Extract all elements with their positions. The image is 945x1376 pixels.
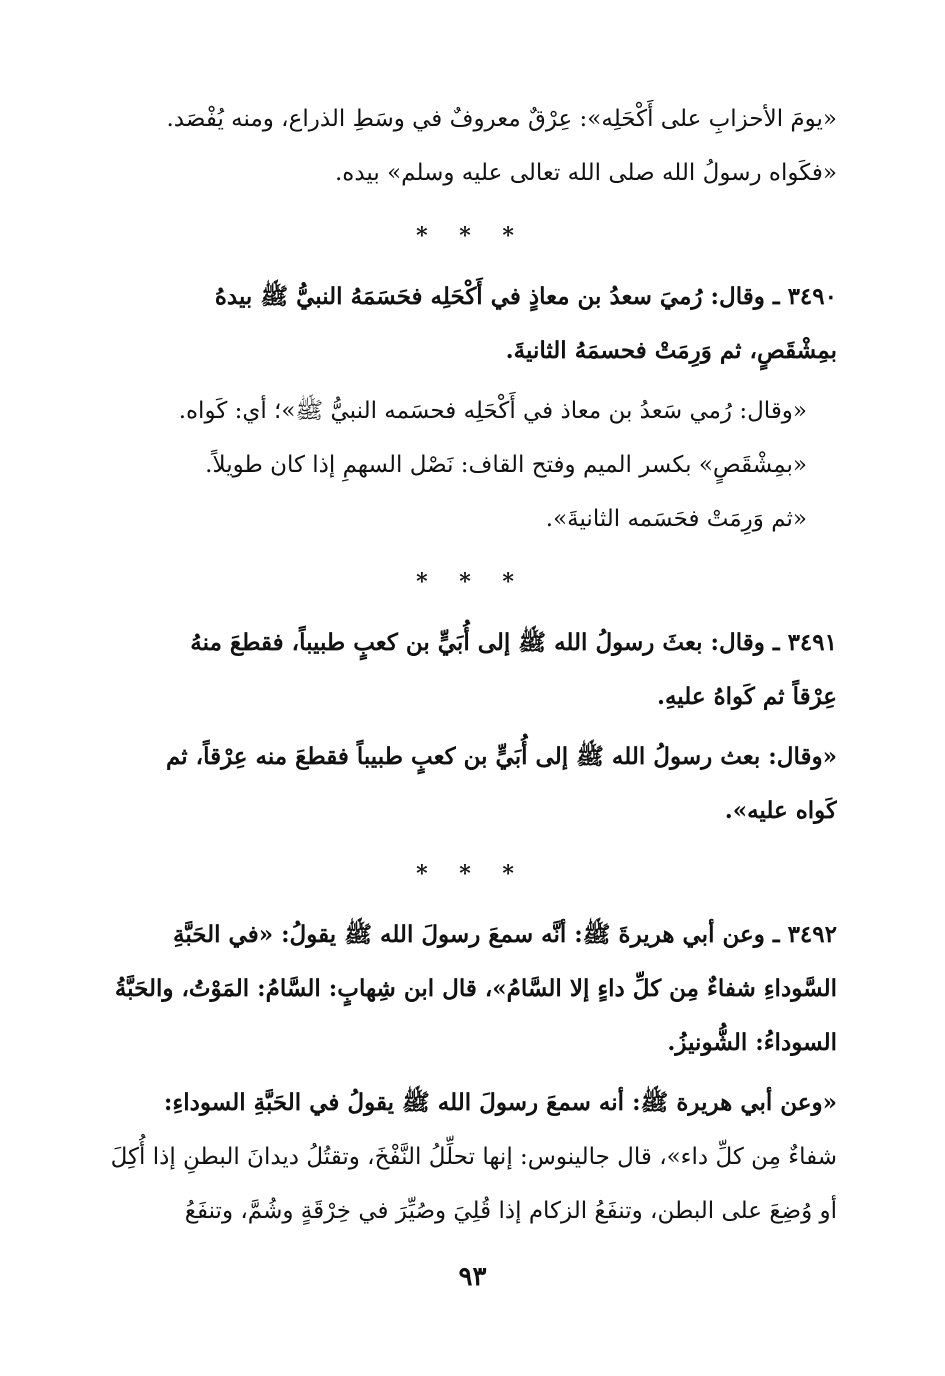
text-line: «وقال: بعث رسولُ الله ﷺ إلى أُبَيٍّ بن كعبٍ طبيباً فقطعَ منه عِرْقاً، ثم bbox=[165, 743, 837, 770]
text-line: شفاءٌ مِن كلِّ داء»، قال جالينوس: إنها تحلِّلُ النَّفْخَ، وتقتُلُ ديدانَ البطنِ إذا أُكِلَ bbox=[110, 1144, 837, 1170]
hadith-3491 bbox=[105, 616, 837, 724]
text-line: عِرْقاً ثم كَواهُ عليهِ. bbox=[656, 683, 837, 710]
text-line: بمِشْقَصٍ، ثم وَرِمَتْ فحسمَهُ الثانيةَ. bbox=[505, 337, 837, 364]
section-separator: * * * bbox=[416, 223, 526, 249]
text-line: «وعن أبي هريرة ﷺ: أنه سمعَ رسولَ الله ﷺ يقولُ في الحَبَّةِ السوداءِ: bbox=[163, 1089, 837, 1116]
commentary-3491 bbox=[105, 730, 837, 838]
commentary-3492 bbox=[105, 1076, 837, 1238]
text-line: أو وُضِعَ على البطن، وتنفَعُ الزكام إذا قُلِيَ وصُيِّرَ في خِرْقَةٍ وشُمَّ، وتنفَعُ bbox=[184, 1198, 837, 1224]
section-separator: * * * bbox=[416, 569, 526, 595]
hadith-3492 bbox=[105, 908, 837, 1070]
text-line: ٣٤٩١ ـ وقال: بعثَ رسولُ الله ﷺ إلى أُبَيٍّ بن كعبٍ طبيباً، فقطعَ منهُ bbox=[190, 629, 837, 656]
commentary-3490 bbox=[105, 384, 837, 546]
text-line: ٣٤٩٢ ـ وعن أبي هريرةَ ﷺ: أنَّه سمعَ رسولَ الله ﷺ يقولُ: «في الحَبَّةِ bbox=[173, 921, 837, 948]
text-line: السوداءُ: الشُّونيزُ. bbox=[667, 1029, 837, 1056]
hadith-3490 bbox=[105, 270, 837, 378]
section-separator: * * * bbox=[416, 861, 526, 887]
commentary-top bbox=[105, 92, 837, 200]
text-line: «ثم وَرِمَتْ فحَسَمه الثانيةَ». bbox=[545, 506, 807, 532]
text-line: «يومَ الأحزابِ على أَكْحَلِه»: عِرْقٌ معروفٌ في وسَطِ الذراع، ومنه يُفْصَد. bbox=[166, 106, 837, 132]
page-number: ٩٣ bbox=[458, 1262, 487, 1292]
text-line: السَّوداءِ شفاءٌ مِن كلِّ داءٍ إلا السَّامُ»، قال ابن شِهابٍ: السَّامُ: المَوْتُ، والحَبَّةُ bbox=[114, 975, 837, 1002]
text-line: «بمِشْقَصٍ» بكسر الميم وفتح القاف: نَصْل السهمِ إذا كان طويلاً. bbox=[205, 452, 807, 478]
text-line: ٣٤٩٠ ـ وقال: رُميَ سعدُ بن معاذٍ في أَكْحَلِه فحَسَمَهُ النبيُّ ﷺ بيدهُ bbox=[214, 283, 837, 310]
text-line: «فكَواه رسولُ الله صلى الله تعالى عليه وسلم» بيده. bbox=[335, 160, 837, 186]
text-line: كَواه عليه». bbox=[724, 797, 837, 824]
document-page bbox=[105, 92, 837, 1238]
text-line: «وقال: رُمي سَعدُ بن معاذ في أَكْحَلِه فحسَمه النبيُّ ﷺ»؛ أي: كَواه. bbox=[178, 398, 807, 424]
